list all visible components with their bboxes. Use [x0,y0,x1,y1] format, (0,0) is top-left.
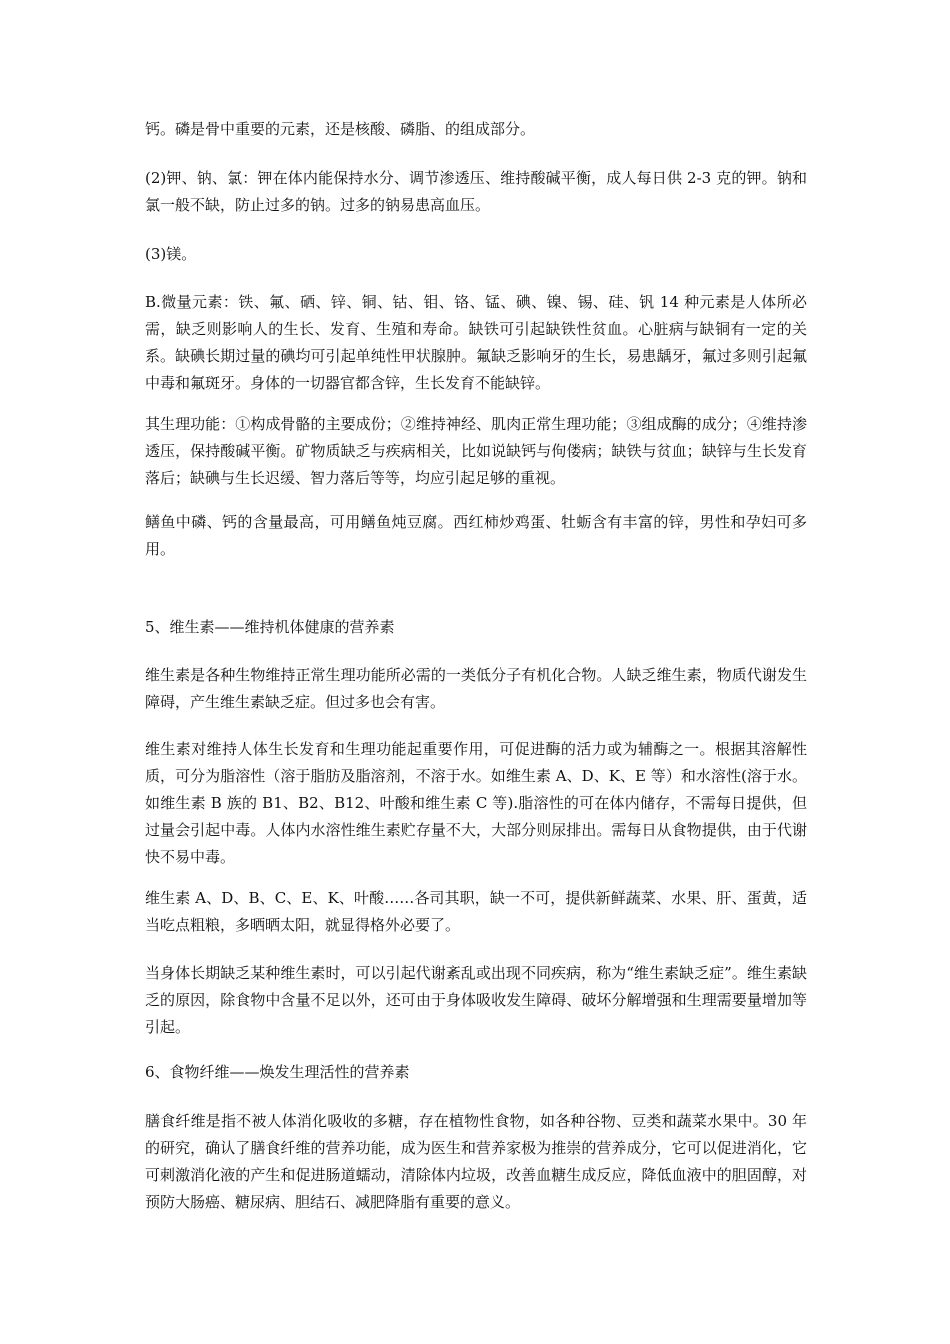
paragraph-potassium-sodium-chlorine: (2)钾、钠、氯：钾在体内能保持水分、调节渗透压、维持酸碱平衡，成人每日供 2-3 克的钾。钠和氯一般不缺，防止过多的钠。过多的钠易患高血压。 [145,169,807,214]
section-heading-dietary-fiber: 6、食物纤维——焕发生理活性的营养素 [145,1063,410,1081]
paragraph-trace-elements: B.微量元素：铁、氟、硒、锌、铜、钴、钼、铬、锰、碘、镍、锡、硅、钒 14 种元素是人体所必需，缺乏则影响人的生长、发育、生殖和寿命。缺铁可引起缺铁性贫血。心脏病与缺铜有一定的关系。缺碘长期过量的碘均可引起单纯性甲状腺肿。氟缺乏影响牙的生长，易患龋牙，氟过多则引起氟中毒和氟斑牙。身体的一切器官都含锌，生长发育不能缺锌。 [145,293,807,392]
paragraph-eel-tip: 鳝鱼中磷、钙的含量最高，可用鳝鱼炖豆腐。西红柿炒鸡蛋、牡蛎含有丰富的锌，男性和孕妇可多用。 [145,513,807,558]
paragraph-vitamin-deficiency: 当身体长期缺乏某种维生素时，可以引起代谢紊乱或出现不同疾病，称为“维生素缺乏症”。维生素缺乏的原因，除食物中含量不足以外，还可由于身体吸收发生障碍、破坏分解增强和生理需要量增加等引起。 [145,964,807,1036]
paragraph-magnesium: (3)镁。 [145,245,197,263]
paragraph-vitamin-definition: 维生素是各种生物维持正常生理功能所必需的一类低分子有机化合物。人缺乏维生素，物质代谢发生障碍，产生维生素缺乏症。但过多也会有害。 [145,666,807,711]
paragraph-phosphorus: 钙。磷是骨中重要的元素，还是核酸、磷脂、的组成部分。 [145,120,536,138]
paragraph-physiological-functions: 其生理功能：①构成骨骼的主要成份；②维持神经、肌肉正常生理功能；③组成酶的成分；④维持渗透压，保持酸碱平衡。矿物质缺乏与疾病相关，比如说缺钙与佝偻病；缺铁与贫血；缺锌与生长发育落后；缺碘与生长迟缓、智力落后等等，均应引起足够的重视。 [145,415,807,487]
paragraph-vitamin-solubility: 维生素对维持人体生长发育和生理功能起重要作用，可促进酶的活力或为辅酶之一。根据其溶解性质，可分为脂溶性（溶于脂肪及脂溶剂，不溶于水。如维生素 A、D、K、E 等）和水溶性(溶于水。如维生素 B 族的 B1、B2、B12、叶酸和维生素 C 等).脂溶性的可在体内储存，不需每日提供，但过量会引起中毒。人体内水溶性维生素贮存量不大，大部分则尿排出。需每日从食物提供，由于代谢快不易中毒。 [145,740,807,866]
section-heading-vitamins: 5、维生素——维持机体健康的营养素 [145,618,395,636]
paragraph-dietary-fiber: 膳食纤维是指不被人体消化吸收的多糖，存在植物性食物，如各种谷物、豆类和蔬菜水果中。30 年的研究，确认了膳食纤维的营养功能，成为医生和营养家极为推崇的营养成分，它可以促进消化，它可刺激消化液的产生和促进肠道蠕动，清除体内垃圾，改善血糖生成反应，降低血液中的胆固醇，对预防大肠癌、糖尿病、胆结石、减肥降脂有重要的意义。 [145,1112,807,1211]
paragraph-vitamin-sources: 维生素 A、D、B、C、E、K、叶酸……各司其职，缺一不可，提供新鲜蔬菜、水果、肝、蛋黄，适当吃点粗粮，多晒晒太阳，就显得格外必要了。 [145,889,807,934]
